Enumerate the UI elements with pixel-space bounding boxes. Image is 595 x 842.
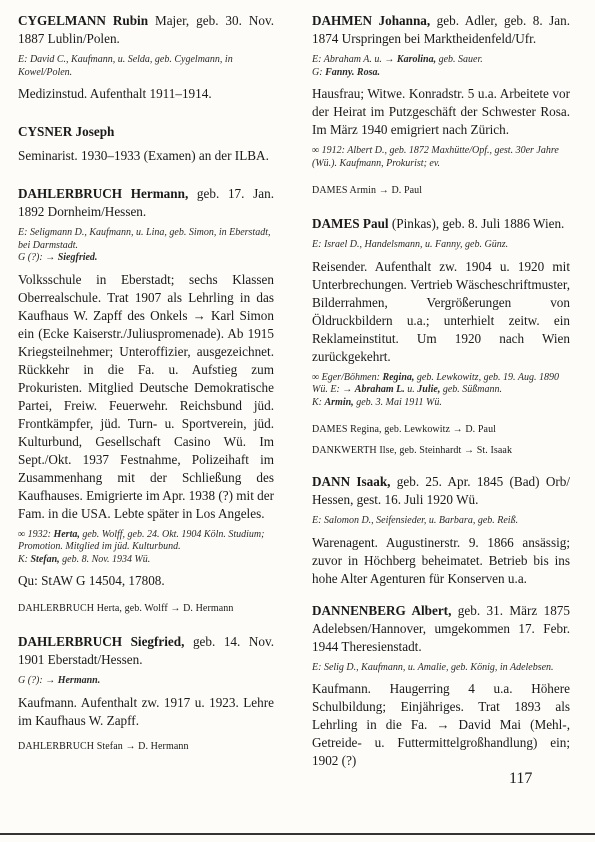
entry-sources: Qu: StAW G 14504, 17808.: [18, 573, 165, 588]
entry-name: DANN Isaak,: [312, 474, 391, 489]
entry-heading: [18, 12, 274, 48]
sibling-name: Fanny. Rosa.: [325, 66, 380, 78]
entry-marriage: ∞ 1912: Albert D., geb. 1872 Maxhütte/Opf., gest. 30er Jahre (Wü.). Kaufmann, Prokurist; ev.: [312, 145, 559, 169]
sibling-name: Siegfried.: [57, 252, 98, 263]
entry-heading-text: geb. Adler, geb. 8. Jan. 1874 Urspringen bei Marktheidenfeld/Ufr.: [312, 13, 570, 46]
marriage-detail: geb. Wolff, geb. 24. Okt. 1904 Köln. Studium; Promotion. Mitglied im jüd. Kulturbund.: [18, 528, 265, 552]
entry-dahlerbruch-siegfried: [18, 633, 274, 730]
page-number: 117: [509, 770, 533, 787]
cross-reference: DAHLERBRUCH Herta, geb. Wolff → D. Hermann: [18, 603, 234, 614]
marriage-detail: geb. Lewkowitz, geb. 19. Aug. 1890 Wü. E: →: [312, 371, 559, 395]
spouse-name: Regina,: [382, 371, 415, 383]
children-prefix: K:: [312, 396, 325, 408]
child-name: Stefan,: [30, 553, 60, 565]
entry-name: DAHLERBRUCH Hermann,: [18, 186, 189, 201]
entry-parents: E: Israel D., Handelsmann, u. Fanny, geb. Günz.: [312, 239, 509, 250]
spouse-parent-name: Julie,: [417, 384, 441, 395]
entry-name: CYSNER Joseph: [18, 124, 115, 139]
entry-body: Medizinstud. Aufenthalt 1911–1914.: [18, 86, 212, 101]
entry-body: Hausfrau; Witwe. Konradstr. 5 u.a. Arbeitete vor der Heirat im Putzgeschäft der Schwester Rosa. Im März 1940 emigriert nach Zürich.: [312, 86, 570, 137]
entry-heading: [312, 473, 570, 509]
entry-heading: [18, 633, 274, 669]
left-column: [18, 12, 274, 753]
entry-name: DAHLERBRUCH Siegfried,: [18, 634, 185, 649]
entry-parents: E: Seligmann D., Kaufmann, u. Lina, geb. Simon, in Eberstadt, bei Darmstadt.: [18, 227, 271, 251]
entry-dannenberg-albert: [312, 602, 570, 771]
sibling-prefix: G (?): →: [18, 252, 58, 263]
parent-name: Karolina,: [396, 54, 437, 65]
entry-heading-text: (Pinkas), geb. 8. Juli 1886 Wien.: [388, 216, 565, 231]
entry-children: [312, 397, 570, 410]
entry-heading-text: geb. 14. Nov. 1901 Eberstadt/Hessen.: [18, 634, 274, 667]
entry-name: DANNENBERG Albert,: [312, 602, 452, 618]
entry-body: Warenagent. Augustinerstr. 9. 1866 ansässig; zuvor in Höchberg beheimatet. Betrieb bis ins hohe Alter Agenturen für Konserven u.a.: [312, 534, 570, 586]
cross-reference: DAMES Regina, geb. Lewkowitz → D. Paul: [312, 424, 497, 435]
spouse-name: Herta,: [53, 528, 80, 540]
entry-parents: [312, 54, 570, 67]
entry-parents: E: Salomon D., Seifensieder, u. Barbara, geb. Reiß.: [312, 515, 519, 526]
entry-cygelmann-rubin: [18, 12, 274, 103]
entry-heading: [18, 123, 274, 141]
child-detail: geb. 3. Mai 1911 Wü.: [353, 396, 442, 408]
entry-marriage: [312, 372, 570, 397]
sibling-name: Hermann.: [57, 675, 101, 686]
entry-cysner-joseph: [18, 123, 274, 165]
cross-reference: DAHLERBRUCH Stefan → D. Hermann: [18, 740, 189, 752]
entry-body: Reisender. Aufenthalt zw. 1904 u. 1920 mit Unterbrechungen. Vertrieb Wäscheschriftmuster, Bilderrahmen, Vergrößerungen von Öldruckbildern u.a.; unterhielt zeitw. ein Reklameinstitut. Um 1920 nach Wien zurückgekehrt.: [312, 258, 570, 364]
entry-name: DAHMEN Johanna,: [312, 13, 431, 28]
spouse-parent-name: Abraham L.: [354, 384, 405, 395]
entry-children: [18, 554, 274, 567]
entry-heading: [18, 185, 274, 221]
entry-heading-text: Majer, geb. 30. Nov. 1887 Lublin/Polen.: [18, 13, 275, 46]
entry-parents: E: Selig D., Kaufmann, u. Amalie, geb. König, in Adelebsen.: [312, 661, 554, 673]
entry-body: Seminarist. 1930–1933 (Examen) an der ILBA.: [18, 148, 269, 163]
entry-heading-text: geb. 25. Apr. 1845 (Bad) Orb/ Hessen, gest. 16. Juli 1920 Wü.: [312, 474, 570, 507]
cross-reference: DANKWERTH Ilse, geb. Steinhardt → St. Isaak: [312, 445, 513, 456]
entry-marriage: [18, 529, 274, 554]
entry-dahmen-johanna: [312, 12, 570, 170]
entry-name: CYGELMANN Rubin: [18, 13, 149, 28]
sibling-prefix: G:: [312, 66, 326, 78]
entry-body: Kaufmann. Haugerring 4 u.a. Höhere Schulbildung; Einjähriges. Trat 1893 als Lehrling in die Fa. → David Mai (Mehl-, Getreide- u. Futtermittelgroßhandlung) ein; 1902 (?): [312, 681, 570, 768]
entry-siblings: [18, 252, 274, 265]
entry-siblings: [312, 67, 570, 80]
entry-dahlerbruch-hermann: [18, 185, 274, 590]
entry-heading: [312, 12, 570, 48]
child-name: Armin,: [324, 396, 354, 408]
entry-siblings: [18, 675, 274, 688]
bottom-rule: [0, 833, 595, 835]
entry-body: Kaufmann. Aufenthalt zw. 1917 u. 1923. Lehre im Kaufhaus W. Zapff.: [18, 694, 274, 728]
child-detail: geb. 8. Nov. 1934 Wü.: [59, 553, 151, 565]
entry-heading: [312, 602, 570, 656]
marriage-connector: u.: [404, 384, 418, 395]
entry-dann-isaak: [312, 473, 570, 588]
entry-dames-paul: [312, 215, 570, 409]
parent-detail: geb. Sauer.: [436, 54, 483, 65]
right-column: [312, 12, 570, 790]
entry-heading-text: geb. 31. März 1875 Adelebsen/Hannover, umgekommen 17. Febr. 1944 Theresienstadt.: [312, 602, 570, 654]
parents-prefix: E: Abraham A. u. →: [312, 54, 397, 65]
entry-body: Volksschule in Eberstadt; sechs Klassen Oberrealschule. Trat 1907 als Lehrling in das Kaufhaus W. Zapff des Onkels → Karl Simon ein (Ecke Kaiserstr./Juliuspromenade). Ab 1915 Kriegsteilnehmer; Unteroffizier, ausgezeichnet. Rückkehr in die Fa. u. Aufstieg zum Prokuristen. Mitglied Deutsche Demokratische Partei, Freiw. Feuerwehr. Reichsbund jüd. Frontkämpfer, jüd. Turn- u. Sportverein, jüd. Kulturbund, Gesellschaft Casino Wü. Im Sept./Okt. 1937 Festnahme, Polizeihaft im Zusammenhang mit der Schließung des Kaufhauses. Emigrierte im Apr. 1938 (?) mit der Fam. in die USA. Lebte später in Los Angeles.: [18, 271, 274, 521]
entry-heading-text: geb. 17. Jan. 1892 Dornheim/Hessen.: [18, 186, 274, 219]
entry-name: DAMES Paul: [312, 216, 389, 231]
marriage-prefix: ∞ Eger/Böhmen:: [312, 371, 383, 383]
marriage-detail: geb. Süßmann.: [440, 384, 503, 395]
sibling-prefix: G (?): →: [18, 675, 58, 686]
entry-heading: [312, 215, 570, 233]
marriage-prefix: ∞ 1932:: [18, 528, 54, 540]
cross-reference: DAMES Armin → D. Paul: [312, 185, 423, 196]
children-prefix: K:: [18, 553, 31, 565]
entry-parents: E: David C., Kaufmann, u. Selda, geb. Cygelmann, in Kowel/Polen.: [18, 54, 233, 78]
